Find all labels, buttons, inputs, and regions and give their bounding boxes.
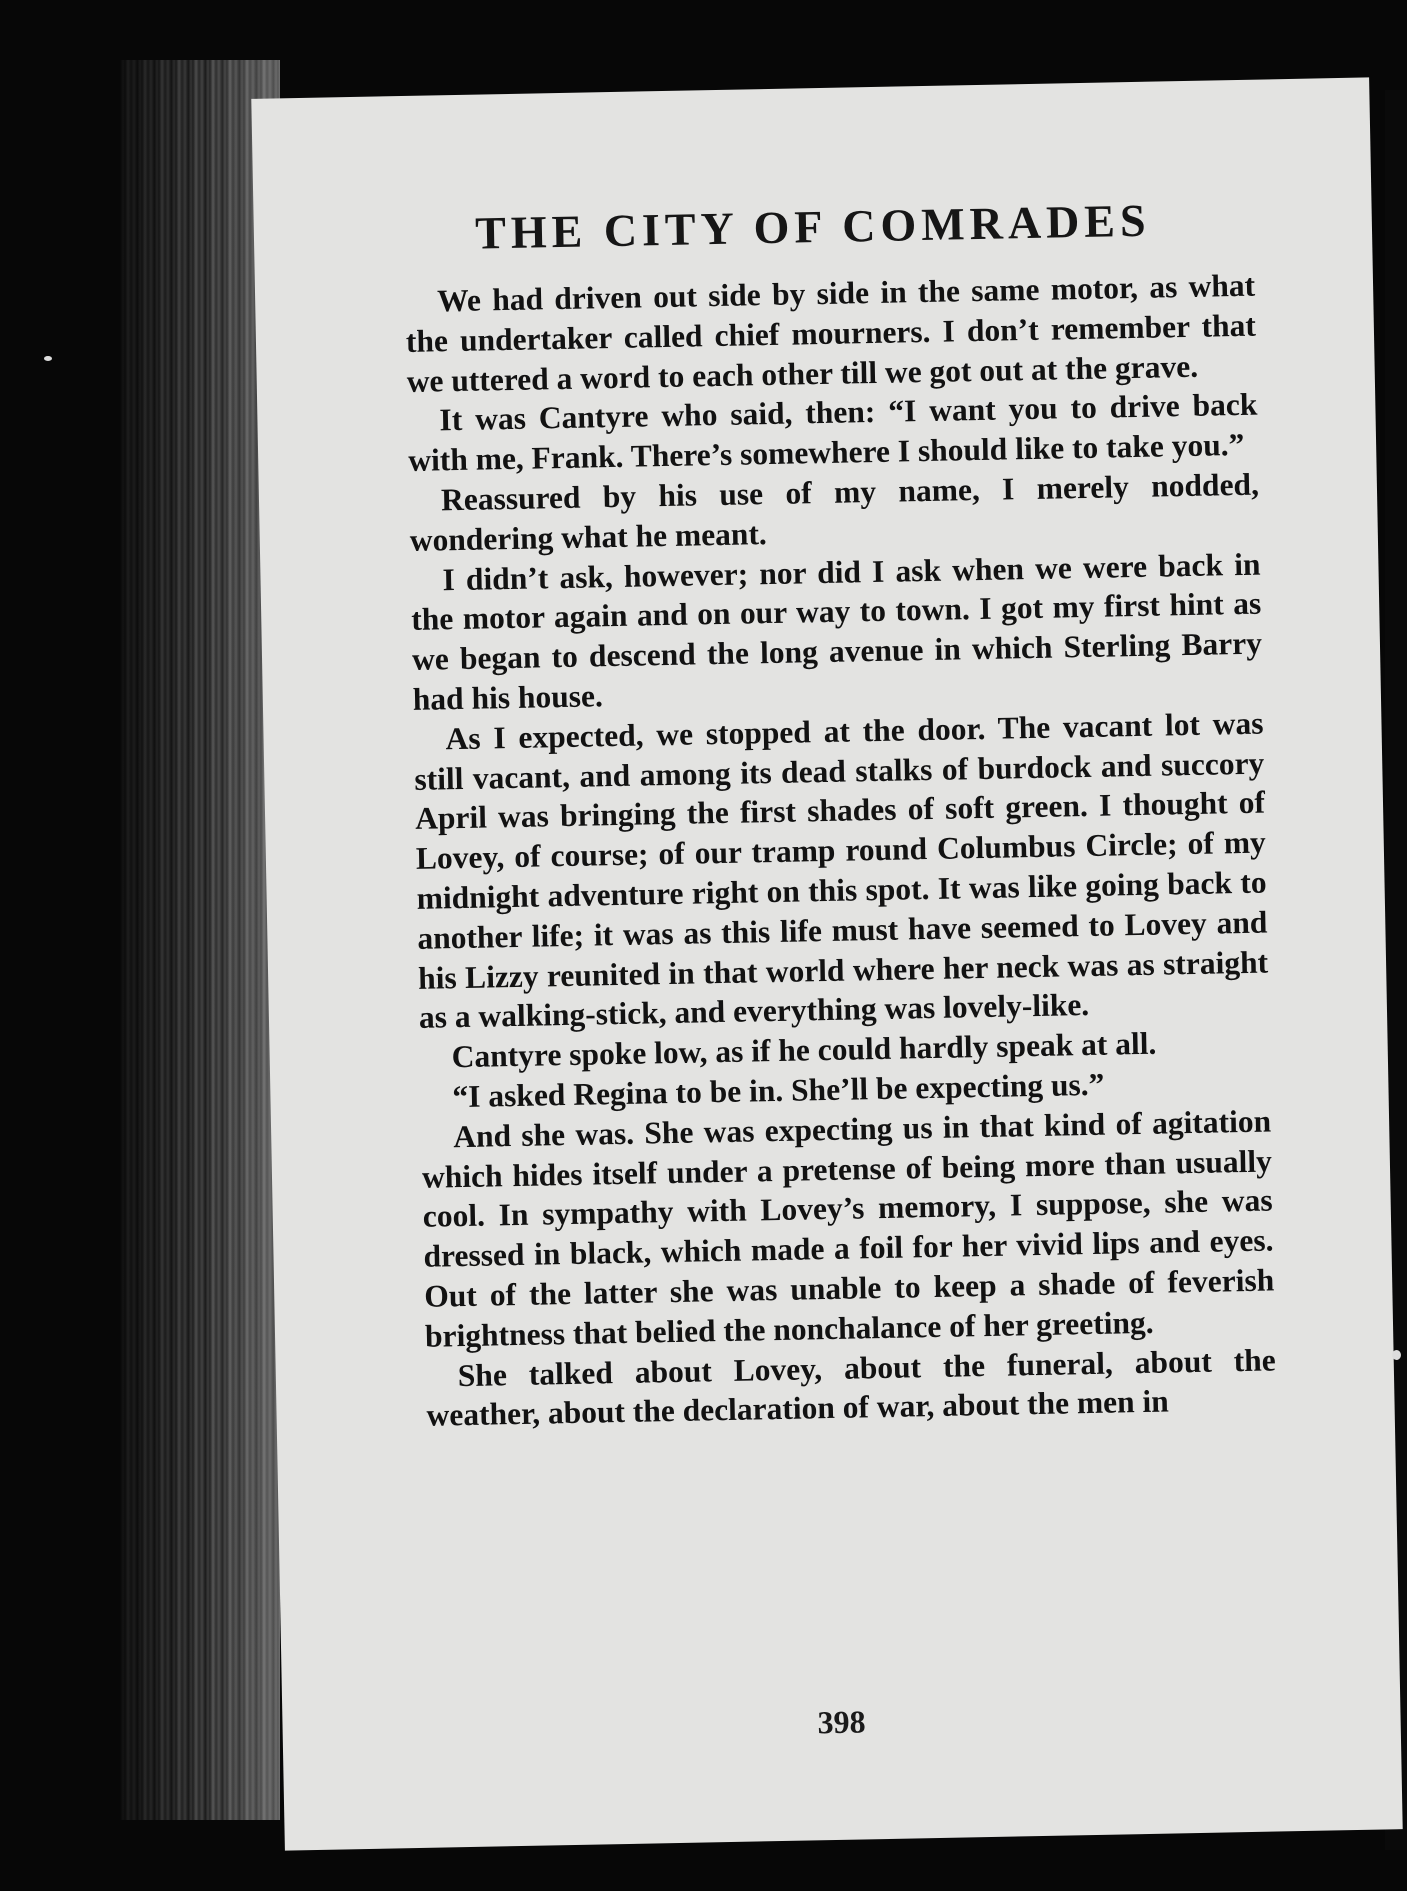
paragraph: Reassured by his use of my name, I merely nodded, wondering what he meant. <box>409 466 1260 558</box>
scan-speck <box>44 356 52 361</box>
body-text <box>405 266 1277 1436</box>
paragraph: “I asked Regina to be in. She’ll be expecting us.” <box>452 1066 1105 1115</box>
paragraph: She talked about Lovey, about the funeral, about the weather, about the declaration of war, about the men in <box>426 1341 1277 1434</box>
page-number: 398 <box>817 1703 866 1741</box>
paragraph: As I expected, we stopped at the door. The vacant lot was still vacant, and among its dead stalks of burdock and succory April was bringing the first shades of soft green. I thought of Lovey, of course; of our tramp round Columbus Circle; of my midnight adventure right on this spot. It was like going back to another life; it was as this life must have seemed to Lovey and his Lizzy reunited in that world where her neck was as straight as a walking-stick, and everything was lovely-like. <box>414 705 1269 1036</box>
paragraph: I didn’t ask, however; nor did I ask when we were back in the motor again and on our way to town. I got my first hint as we began to descend the long avenue in which Sterling Barry had his house. <box>410 546 1263 717</box>
paragraph: We had driven out side by side in the same motor, as what the undertaker called chief mourners. I don’t remember that we uttered a word to each other till we got out at the grave. <box>405 267 1257 399</box>
paragraph: Cantyre spoke low, as if he could hardly speak at all. <box>451 1025 1157 1075</box>
running-head: THE CITY OF COMRADES <box>474 194 1152 259</box>
scan-speck <box>1392 1350 1401 1360</box>
paragraph: It was Cantyre who said, then: “I want you to drive back with me, Frank. There’s somewhere I should like to take you.” <box>407 387 1258 479</box>
paragraph: And she was. She was expecting us in that kind of agitation which hides itself under a pretense of being more than usually cool. In sympathy with Lovey’s memory, I suppose, she was dressed in black, which made a foil for her vivid lips and eyes. Out of the latter she was unable to keep a shade of feverish brightness that belied the nonchalance of her greeting. <box>421 1103 1275 1354</box>
book-page <box>251 77 1402 1850</box>
